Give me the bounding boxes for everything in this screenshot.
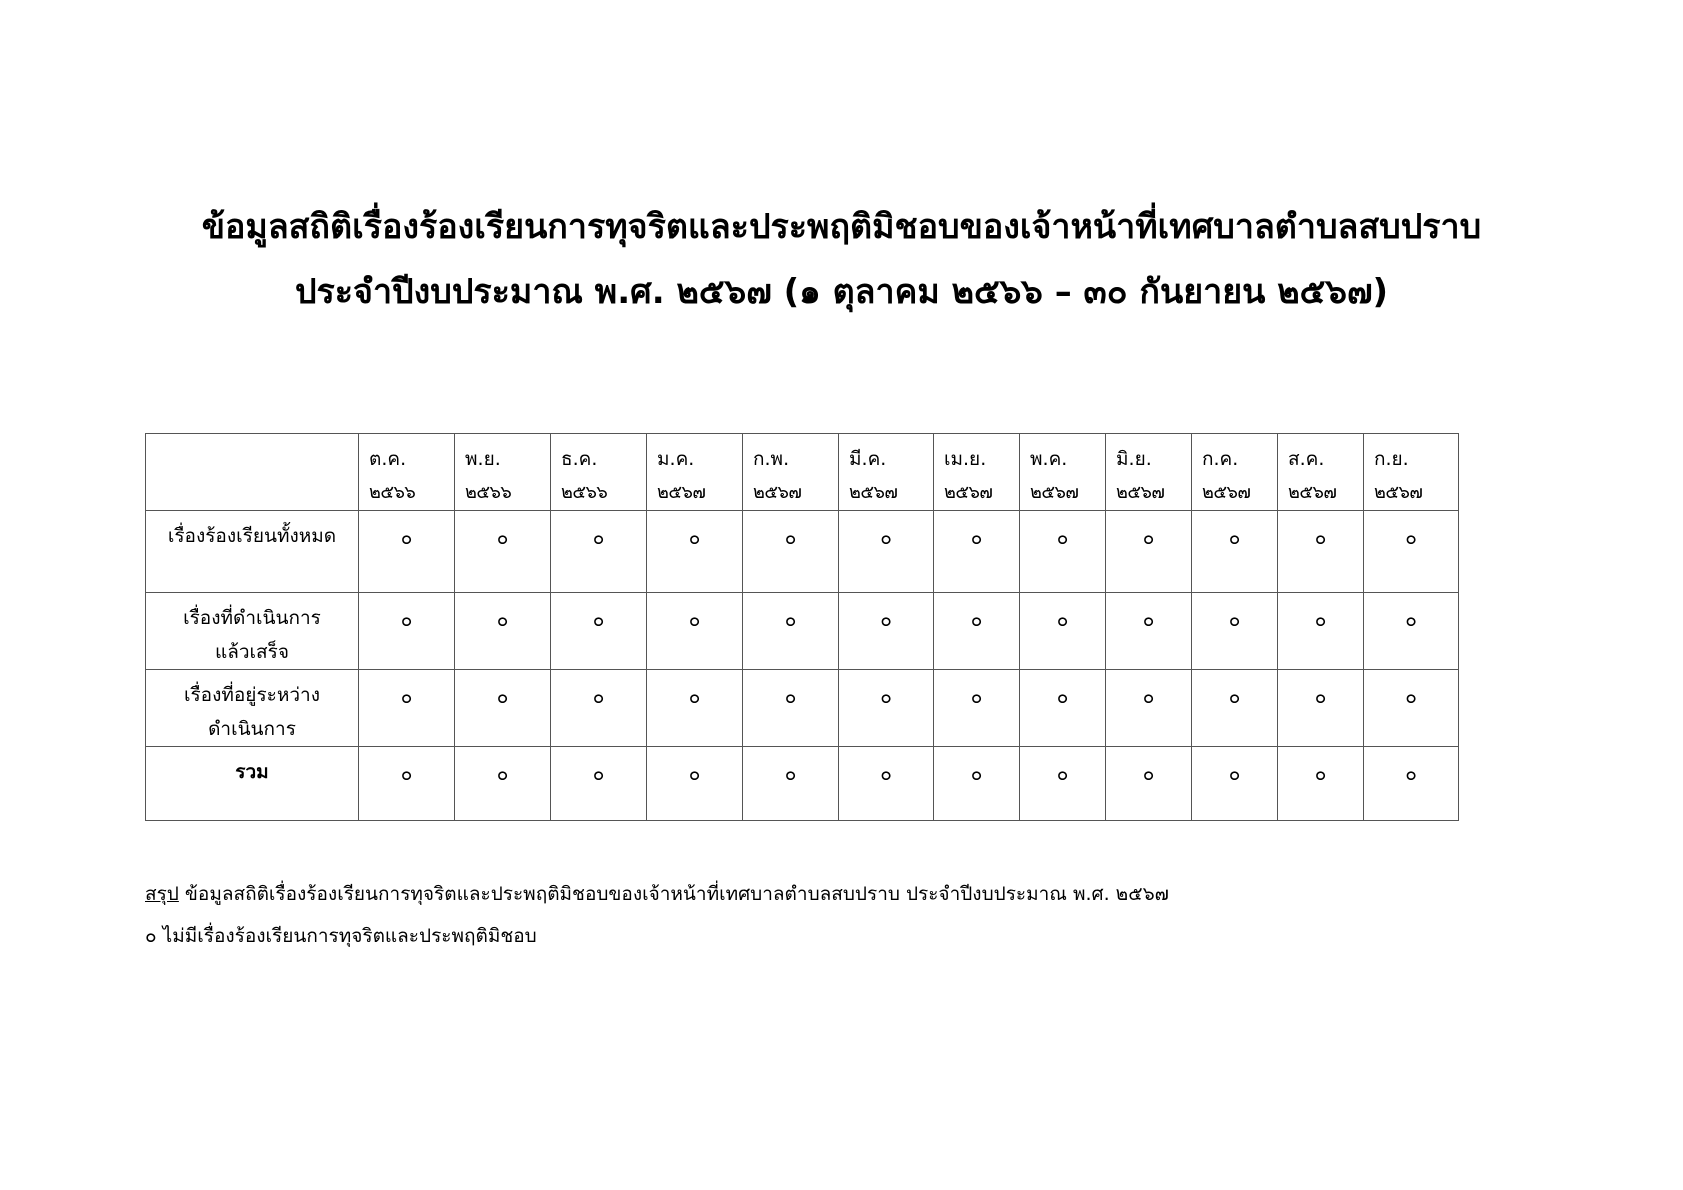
month-header bbox=[455, 434, 551, 511]
table-row-total-complaints bbox=[146, 511, 1459, 593]
value-cell: ๐ bbox=[839, 511, 934, 593]
row-label-line-1: เรื่องที่ดำเนินการ bbox=[183, 607, 321, 629]
month-label: ม.ค. bbox=[657, 448, 695, 470]
table-corner-cell bbox=[146, 434, 359, 511]
row-label-line-2: ดำเนินการ bbox=[208, 718, 296, 740]
value-cell: ๐ bbox=[1192, 593, 1278, 670]
value-cell: ๐ bbox=[839, 747, 934, 821]
summary-result: ๐ ไม่มีเรื่องร้องเรียนการทุจริตและประพฤติมิชอบ bbox=[145, 925, 537, 947]
row-label-line-2: แล้วเสร็จ bbox=[215, 641, 289, 663]
value-cell: ๐ bbox=[1106, 670, 1192, 747]
month-label: มี.ค. bbox=[849, 448, 887, 470]
value-cell: ๐ bbox=[743, 747, 839, 821]
summary-text: ข้อมูลสถิติเรื่องร้องเรียนการทุจริตและประพฤติมิชอบของเจ้าหน้าที่เทศบาลตำบลสบปราบ ประจำปีงบประมาณ พ.ศ. ๒๕๖๗ bbox=[178, 883, 1169, 905]
value-cell: ๐ bbox=[934, 511, 1020, 593]
month-header bbox=[359, 434, 455, 511]
value-cell: ๐ bbox=[839, 593, 934, 670]
year-label: ๒๕๖๗ bbox=[944, 482, 993, 503]
month-header bbox=[743, 434, 839, 511]
value-cell: ๐ bbox=[455, 670, 551, 747]
month-label: ต.ค. bbox=[369, 448, 407, 470]
value-cell: ๐ bbox=[1192, 511, 1278, 593]
value-cell: ๐ bbox=[743, 670, 839, 747]
value-cell: ๐ bbox=[1020, 670, 1106, 747]
month-label: มิ.ย. bbox=[1116, 448, 1152, 470]
row-label bbox=[146, 593, 359, 670]
month-header bbox=[934, 434, 1020, 511]
year-label: ๒๕๖๗ bbox=[1374, 482, 1423, 503]
value-cell: ๐ bbox=[551, 593, 647, 670]
value-cell: ๐ bbox=[1278, 593, 1364, 670]
value-cell: ๐ bbox=[839, 670, 934, 747]
year-label: ๒๕๖๗ bbox=[849, 482, 898, 503]
month-label: ก.ค. bbox=[1202, 448, 1239, 470]
value-cell: ๐ bbox=[455, 511, 551, 593]
value-cell: ๐ bbox=[1278, 511, 1364, 593]
value-cell: ๐ bbox=[1364, 593, 1459, 670]
value-cell: ๐ bbox=[1106, 511, 1192, 593]
month-header bbox=[1364, 434, 1459, 511]
month-label: ก.พ. bbox=[753, 448, 790, 470]
value-cell: ๐ bbox=[1364, 747, 1459, 821]
row-label bbox=[146, 747, 359, 821]
month-header bbox=[1020, 434, 1106, 511]
value-cell: ๐ bbox=[934, 747, 1020, 821]
year-label: ๒๕๖๗ bbox=[1202, 482, 1251, 503]
value-cell: ๐ bbox=[647, 670, 743, 747]
table-header-row bbox=[146, 434, 1459, 511]
table-row-in-progress bbox=[146, 670, 1459, 747]
month-header bbox=[1278, 434, 1364, 511]
value-cell: ๐ bbox=[647, 511, 743, 593]
value-cell: ๐ bbox=[455, 593, 551, 670]
table-row-completed bbox=[146, 593, 1459, 670]
value-cell: ๐ bbox=[359, 511, 455, 593]
year-label: ๒๕๖๗ bbox=[1116, 482, 1165, 503]
value-cell: ๐ bbox=[934, 593, 1020, 670]
document-title-line-2: ประจำปีงบประมาณ พ.ศ. ๒๕๖๗ (๑ ตุลาคม ๒๕๖๖ – ๓๐ กันยายน ๒๕๖๗) bbox=[294, 272, 1389, 312]
month-header bbox=[647, 434, 743, 511]
year-label: ๒๕๖๗ bbox=[657, 482, 706, 503]
year-label: ๒๕๖๗ bbox=[1288, 482, 1337, 503]
year-label: ๒๕๖๖ bbox=[561, 482, 608, 503]
year-label: ๒๕๖๖ bbox=[465, 482, 512, 503]
month-label: ส.ค. bbox=[1288, 448, 1325, 470]
month-header bbox=[1192, 434, 1278, 511]
row-label-line-1: เรื่องร้องเรียนทั้งหมด bbox=[167, 525, 337, 547]
value-cell: ๐ bbox=[551, 511, 647, 593]
value-cell: ๐ bbox=[455, 747, 551, 821]
row-label bbox=[146, 511, 359, 593]
year-label: ๒๕๖๖ bbox=[369, 482, 416, 503]
month-label: พ.ค. bbox=[1030, 448, 1068, 470]
value-cell: ๐ bbox=[934, 670, 1020, 747]
value-cell: ๐ bbox=[743, 593, 839, 670]
value-cell: ๐ bbox=[359, 747, 455, 821]
table-row-total bbox=[146, 747, 1459, 821]
value-cell: ๐ bbox=[1364, 511, 1459, 593]
year-label: ๒๕๖๗ bbox=[1030, 482, 1079, 503]
complaint-statistics-table bbox=[145, 433, 1459, 821]
row-label-line-1: เรื่องที่อยู่ระหว่าง bbox=[183, 684, 320, 706]
month-label: พ.ย. bbox=[465, 448, 501, 470]
month-label: ก.ย. bbox=[1374, 448, 1409, 470]
value-cell: ๐ bbox=[1020, 747, 1106, 821]
month-header bbox=[1106, 434, 1192, 511]
month-label: เม.ย. bbox=[944, 448, 987, 470]
value-cell: ๐ bbox=[1106, 747, 1192, 821]
value-cell: ๐ bbox=[647, 593, 743, 670]
value-cell: ๐ bbox=[359, 593, 455, 670]
value-cell: ๐ bbox=[1020, 511, 1106, 593]
month-label: ธ.ค. bbox=[561, 448, 598, 470]
year-label: ๒๕๖๗ bbox=[753, 482, 802, 503]
row-label bbox=[146, 670, 359, 747]
value-cell: ๐ bbox=[743, 511, 839, 593]
value-cell: ๐ bbox=[1192, 747, 1278, 821]
month-header bbox=[839, 434, 934, 511]
value-cell: ๐ bbox=[1364, 670, 1459, 747]
value-cell: ๐ bbox=[551, 747, 647, 821]
month-header bbox=[551, 434, 647, 511]
value-cell: ๐ bbox=[359, 670, 455, 747]
value-cell: ๐ bbox=[1106, 593, 1192, 670]
value-cell: ๐ bbox=[1020, 593, 1106, 670]
value-cell: ๐ bbox=[647, 747, 743, 821]
summary-label: สรุป bbox=[145, 883, 179, 905]
row-label-line-1: รวม bbox=[235, 761, 269, 783]
value-cell: ๐ bbox=[1278, 747, 1364, 821]
value-cell: ๐ bbox=[551, 670, 647, 747]
value-cell: ๐ bbox=[1192, 670, 1278, 747]
summary-paragraph bbox=[145, 880, 1169, 908]
document-title-line-1: ข้อมูลสถิติเรื่องร้องเรียนการทุจริตและประพฤติมิชอบของเจ้าหน้าที่เทศบาลตำบลสบปราบ bbox=[201, 207, 1482, 247]
value-cell: ๐ bbox=[1278, 670, 1364, 747]
